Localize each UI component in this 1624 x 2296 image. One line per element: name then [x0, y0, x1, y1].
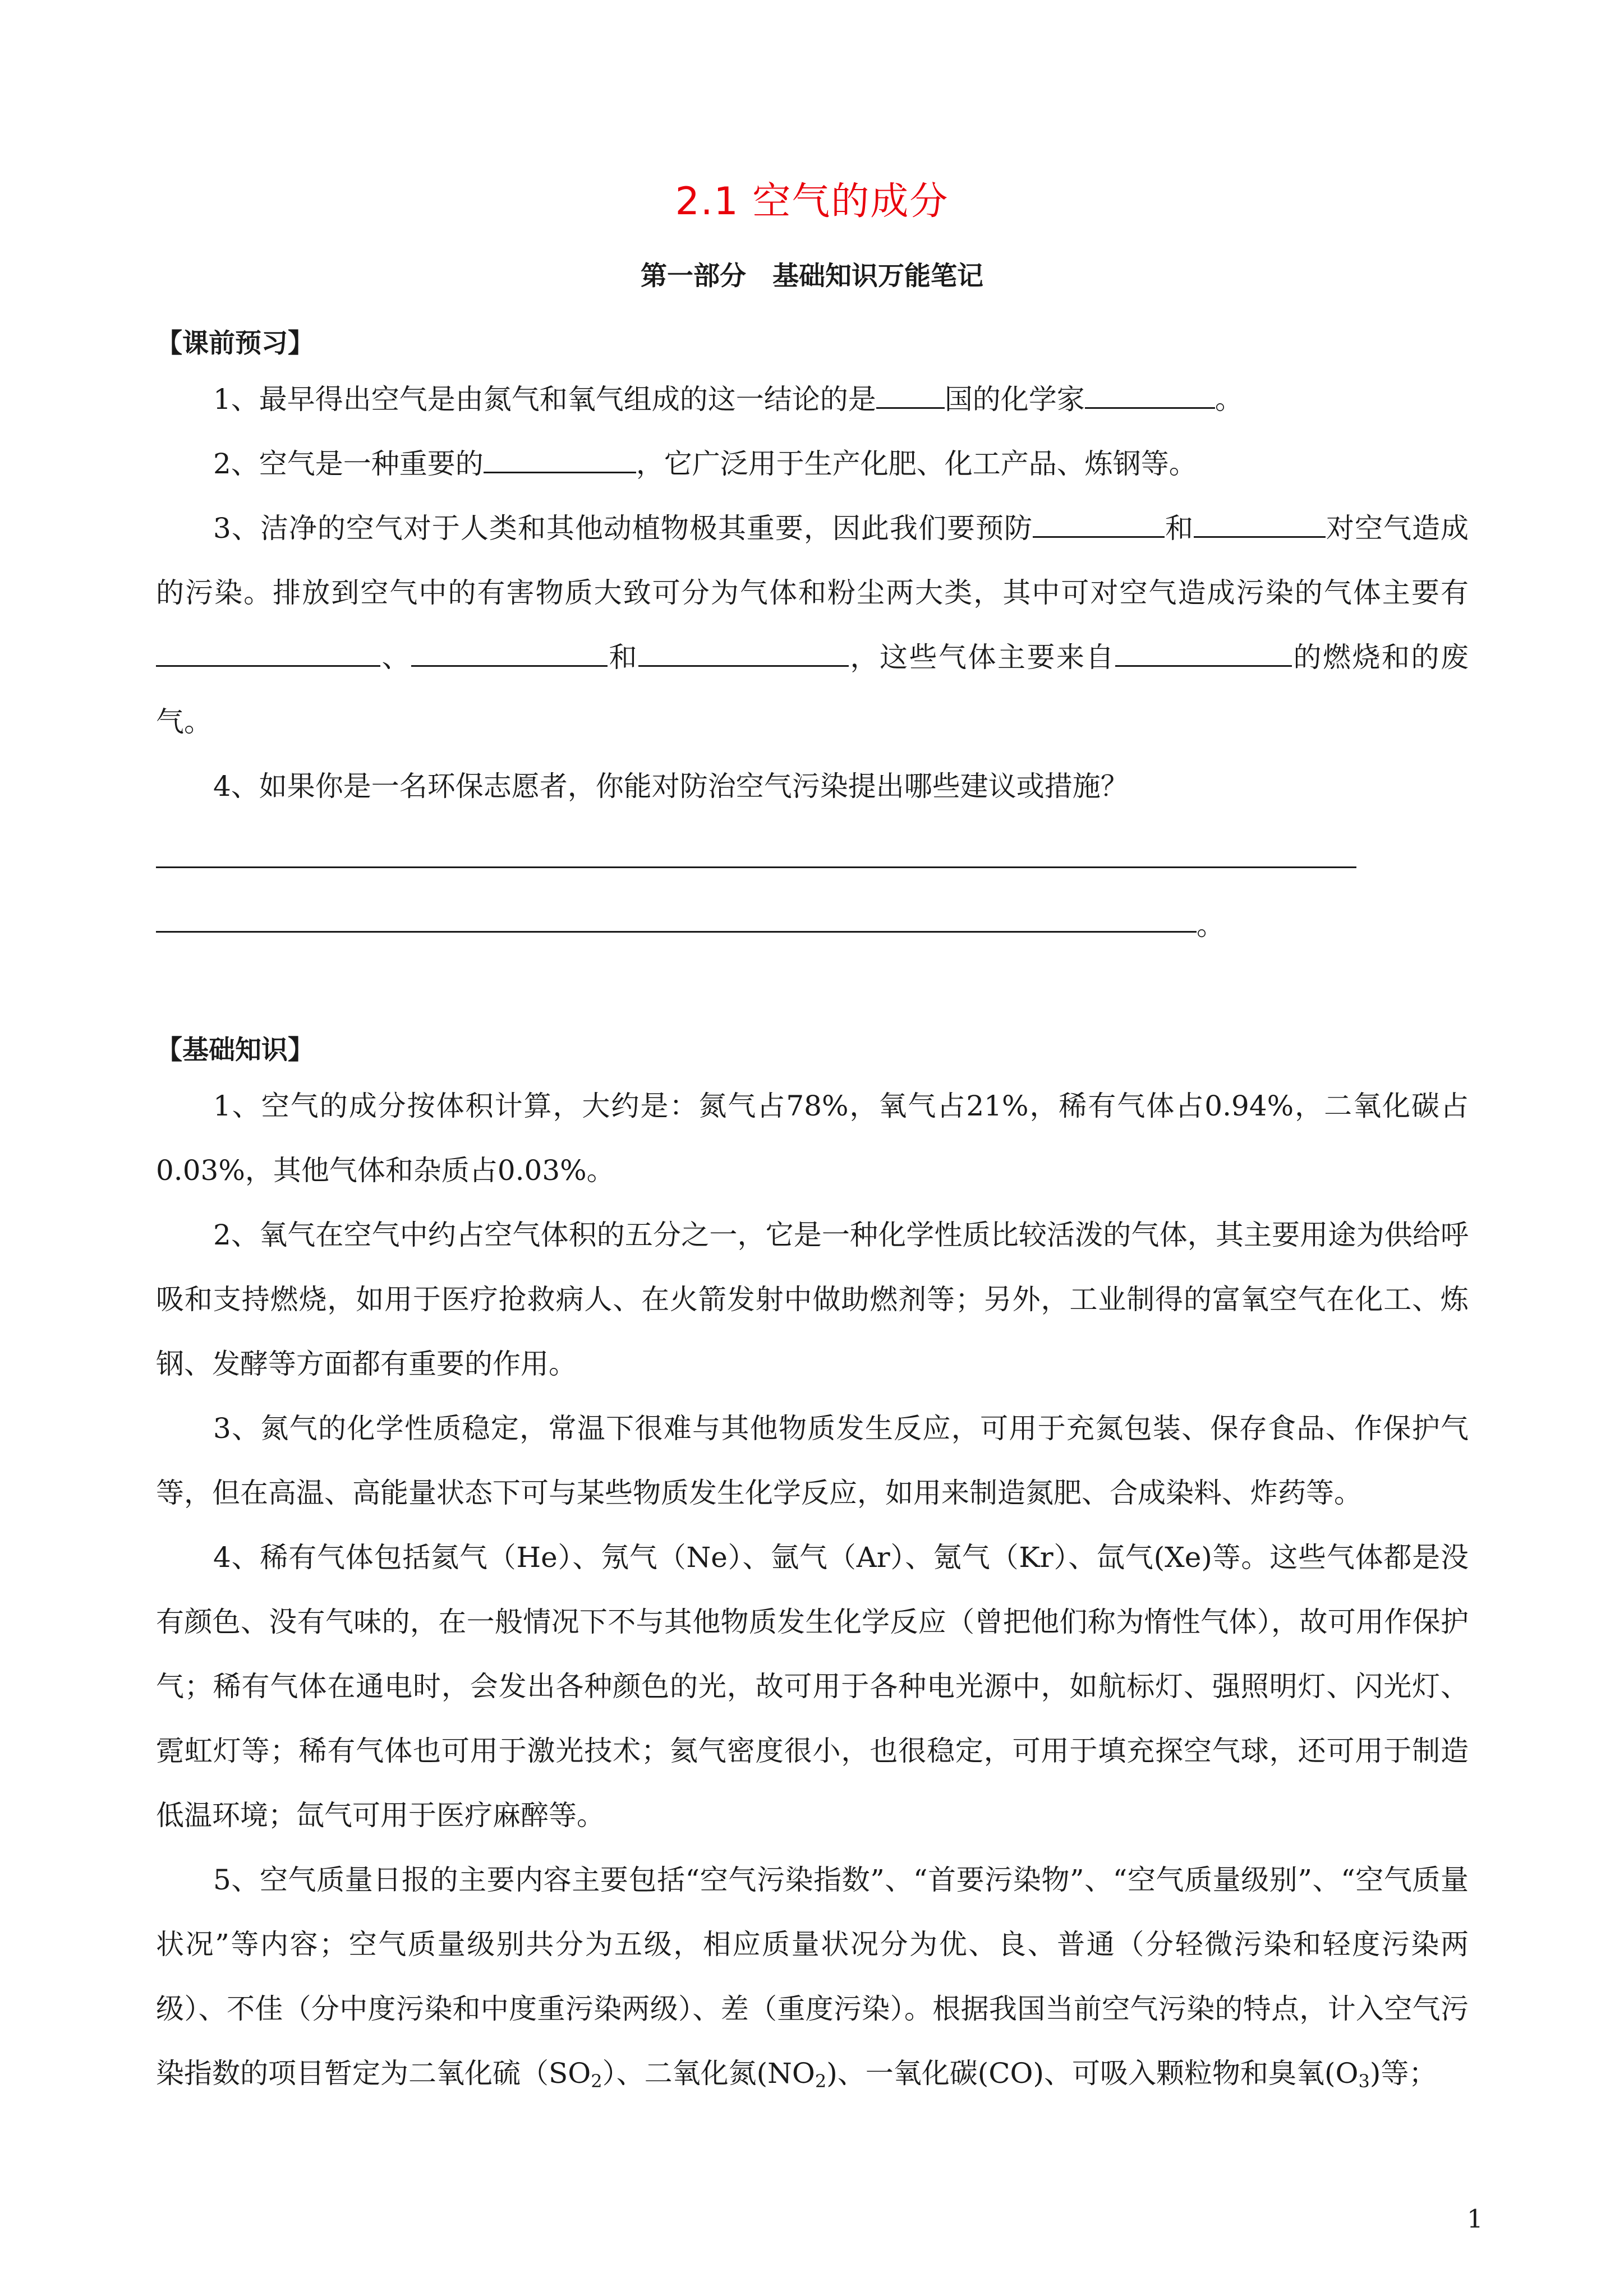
page-number: 1 — [1467, 2204, 1483, 2234]
basics-paragraph-3: 3、氮气的化学性质稳定，常温下很难与其他物质发生反应，可用于充氮包装、保存食品、作保护气等，但在高温、高能量状态下可与某些物质发生化学反应，如用来制造氮肥、合成染料、炸药等。 — [156, 1412, 1469, 1509]
preview-question-2: 2、空气是一种重要的 ，它广泛用于生产化肥、化工产品、炼钢等。 — [156, 432, 1469, 496]
basics-paragraph-2: 2、氧气在空气中约占空气体积的五分之一，它是一种化学性质比较活泼的气体，其主要用途为供给呼吸和支持燃烧，如用于医疗抢救病人、在火箭发射中做助燃剂等；另外，工业制得的富氧空气在化工、炼钢、发酵等方面都有重要的作用。 — [156, 1219, 1469, 1380]
answer-blank[interactable] — [156, 636, 380, 667]
preview-question-4: 4、如果你是一名环保志愿者，你能对防治空气污染提出哪些建议或措施？ — [213, 770, 1129, 803]
answer-blank[interactable] — [1194, 507, 1326, 538]
answer-line[interactable] — [156, 866, 1356, 868]
basics-paragraph-4: 4、稀有气体包括氦气（He）、氖气（Ne）、氩气（Ar）、氪气（Kr）、氙气(Xe)等。这些气体都是没有颜色、没有气味的，在一般情况下不与其他物质发生化学反应（曾把他们称为惰性气体），故可用作保护气；稀有气体在通电时，会发出各种颜色的光，故可用于各种电光源中，如航标灯、强照明灯、闪光灯、霓虹灯等；稀有气体也可用于激光技术；氦气密度很小，也很稳定，可用于填充探空气球，还可用于制造低温环境；氙气可用于医疗麻醉等。 — [156, 1541, 1469, 1832]
answer-line-end-punctuation: 。 — [1197, 909, 1225, 942]
answer-line[interactable] — [156, 931, 1197, 933]
document-title: 2.1 空气的成分 — [675, 179, 949, 224]
answer-blank[interactable] — [411, 636, 608, 667]
basics-paragraph-1: 1、空气的成分按体积计算，大约是：氮气占78%，氧气占21%，稀有气体占0.94%，二氧化碳占0.03%，其他气体和杂质占0.03%。 — [156, 1090, 1469, 1187]
section-heading-preview: 【课前预习】 — [156, 328, 314, 359]
answer-blank[interactable] — [1033, 507, 1165, 538]
basics-paragraph-5: 5、空气质量日报的主要内容主要包括“空气污染指数”、“首要污染物”、“空气质量级别”、“空气质量状况”等内容；空气质量级别共分为五级，相应质量状况分为优、良、普通（分轻微污染和轻度污染两级）、不佳（分中度污染和中度重污染两级）、差（重度污染）。根据我国当前空气污染的特点，计入空气污染指数的项目暂定为二氧化硫$(SO_2)$、二氧化氮$(NO_2)$、一氧化碳(CO)、可吸入颗粒物和臭氧$(O_3)$等； — [156, 1864, 1469, 2092]
answer-blank[interactable] — [638, 636, 849, 667]
answer-blank[interactable] — [484, 442, 636, 473]
preview-question-1: 1、最早得出空气是由氮气和氧气组成的这一结论的是 国的化学家 。 — [156, 367, 1469, 432]
answer-blank[interactable] — [1115, 636, 1292, 667]
answer-blank[interactable] — [876, 378, 945, 409]
preview-question-3: 3、洁净的空气对于人类和其他动植物极其重要，因此我们要预防 和 对空气造成的污染。排放到空气中的有害物质大致可分为气体和粉尘两大类，其中可对空气造成污染的气体主要有、 和 ，这些气体主要来自 的燃烧和的废气。 — [156, 496, 1469, 754]
section-heading-basics: 【基础知识】 — [156, 1035, 314, 1066]
document-subtitle: 第一部分 基础知识万能笔记 — [641, 261, 983, 292]
answer-blank[interactable] — [1085, 378, 1215, 409]
